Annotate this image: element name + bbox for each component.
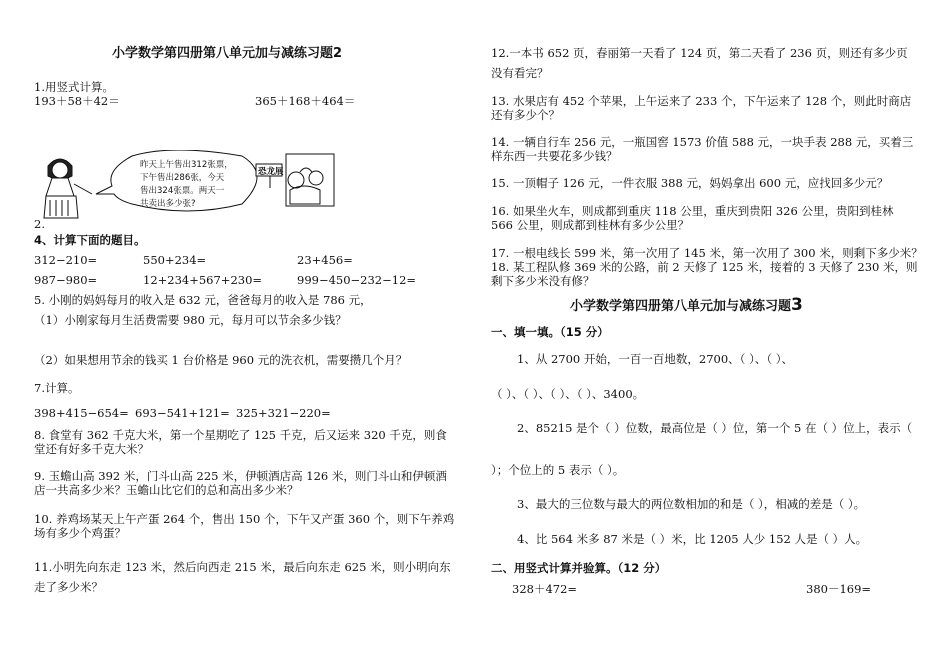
q15-text: 15. 一顶帽子 126 元，一件衣服 388 元，妈妈拿出 600 元，应找回多少元？ [491, 176, 889, 190]
q8-line1: 8. 食堂有 362 千克大米，第一个星期吃了 125 千克，后又运来 320 千克，则食 [34, 428, 447, 442]
section1-heading: 一、填一填。（15 分） [491, 325, 609, 339]
q2-number: 2. [34, 217, 45, 231]
q4-row1-c: 23+456= [297, 253, 353, 267]
q7-heading: 7.计算。 [34, 381, 80, 395]
exhibit-sign: 恐龙展 [258, 167, 284, 177]
page-title-3-number: 3 [791, 295, 803, 315]
q5-part2: （2）如果想用节余的钱买 1 台价格是 960 元的洗衣机，需要攒几个月？ [34, 353, 408, 367]
q1-heading: 1.用竖式计算。 [34, 80, 114, 94]
fill3-text: 3、最大的三位数与最大的两位数相加的和是（ ），相减的差是（ ）。 [517, 497, 866, 511]
page-title-2: 小学数学第四册第八单元加与减练习题2 [112, 46, 343, 61]
q14-line1: 14. 一辆自行车 256 元，一瓶国窖 1573 价值 588 元，一块手表 288 元，买着三 [491, 135, 914, 149]
q10-line1: 10. 养鸡场某天上午产蛋 264 个，售出 150 个，下午又产蛋 360 个，则下午养鸡 [34, 512, 455, 526]
q5-part1: （1）小刚家每月生活费需要 980 元，每月可以节余多少钱？ [34, 313, 347, 327]
q4-heading: 4、计算下面的题目。 [34, 233, 146, 247]
q18-line1: 18. 某工程队修 369 米的公路，前 2 天修了 125 米，接着的 3 天修了 230 米，则 [491, 260, 918, 274]
dinosaur-exhibit-icon [256, 154, 334, 206]
q4-row2-b: 12+234+567+230= [143, 273, 263, 287]
fill4-text: 4、比 564 米多 87 米是（ ）米，比 1205 人少 152 人是（ ）人。 [517, 532, 868, 546]
q5-text: 5. 小刚的妈妈每月的收入是 632 元，爸爸每月的收入是 786 元， [34, 293, 372, 307]
q13-line2: 还有多少个？ [491, 108, 560, 122]
fill1-line1: 1、从 2700 开始，一百一百地数，2700、（ ）、（ ）、 [517, 352, 793, 366]
q18-line2: 剩下多少米没有修？ [491, 274, 595, 288]
q13-line1: 13. 水果店有 452 个苹果，上午运来了 233 个，下午运来了 128 个，则此时商店 [491, 94, 912, 108]
fill2-line1: 2、85215 是个（ ）位数，最高位是（ ）位，第一个 5 在（ ）位上，表示（ [517, 421, 913, 435]
q14-line2: 样东西一共要花多少钱？ [491, 149, 618, 163]
calc-item-a: 328＋472= [512, 582, 578, 596]
q1-item-b: 365＋168＋464＝ [255, 94, 356, 108]
q1-item-a: 193＋58＋42＝ [34, 94, 120, 108]
q10-line2: 场有多少个鸡蛋？ [34, 526, 126, 540]
q9-line1: 9. 玉蟾山高 392 米，门斗山高 225 米，伊顿酒店高 126 米，则门斗山和伊顿酒 [34, 469, 447, 483]
calc-item-b: 380－169= [806, 582, 872, 596]
q17-text: 17. 一根电线长 599 米，第一次用了 145 米，第一次用了 300 米，则剩下多少米？ [491, 246, 923, 260]
q11-line1: 11.小明先向东走 123 米，然后向西走 215 米，最后向东走 625 米，则小明向东 [34, 560, 451, 574]
q7-item-b: 693−541+121= [135, 406, 230, 420]
q11-line2: 走了多少米？ [34, 580, 103, 594]
page-title-3: 小学数学第四册第八单元加与减练习题3 [570, 295, 803, 315]
q4-row1-a: 312−210= [34, 253, 98, 267]
q16-line2: 566 公里，则成都到桂林有多少公里？ [491, 218, 690, 232]
q12-line2: 没有看完？ [491, 66, 549, 80]
q12-line1: 12.一本书 652 页，春丽第一天看了 124 页，第二天看了 236 页，则还有多少页 [491, 46, 908, 60]
q4-row1-b: 550+234= [143, 253, 207, 267]
fill1-line2: （ ）、（ ）、（ ）、（ ）、3400。 [491, 387, 645, 401]
q9-line2: 店一共高多少米？玉蟾山比它们的总和高出多少米？ [34, 483, 299, 497]
q7-item-c: 325+321−220= [236, 406, 331, 420]
bubble-text: 昨天上午售出312张票， 下午售出286张，今天 售出324张票。两天一 共卖出多少张? [140, 160, 233, 209]
section2-heading: 二、用竖式计算并验算。（12 分） [491, 561, 667, 575]
girl-figure-icon [44, 159, 92, 218]
q4-row2-c: 999−450−232−12= [297, 273, 417, 287]
q16-line1: 16. 如果坐火车，则成都到重庆 118 公里，重庆到贵阳 326 公里，贵阳到桂林 [491, 204, 894, 218]
fill2-line2: ）；个位上的 5 表示（ ）。 [491, 463, 625, 477]
q4-row2-a: 987−980= [34, 273, 98, 287]
q8-line2: 堂还有好多千克大米？ [34, 442, 149, 456]
q7-item-a: 398+415−654= [34, 406, 129, 420]
